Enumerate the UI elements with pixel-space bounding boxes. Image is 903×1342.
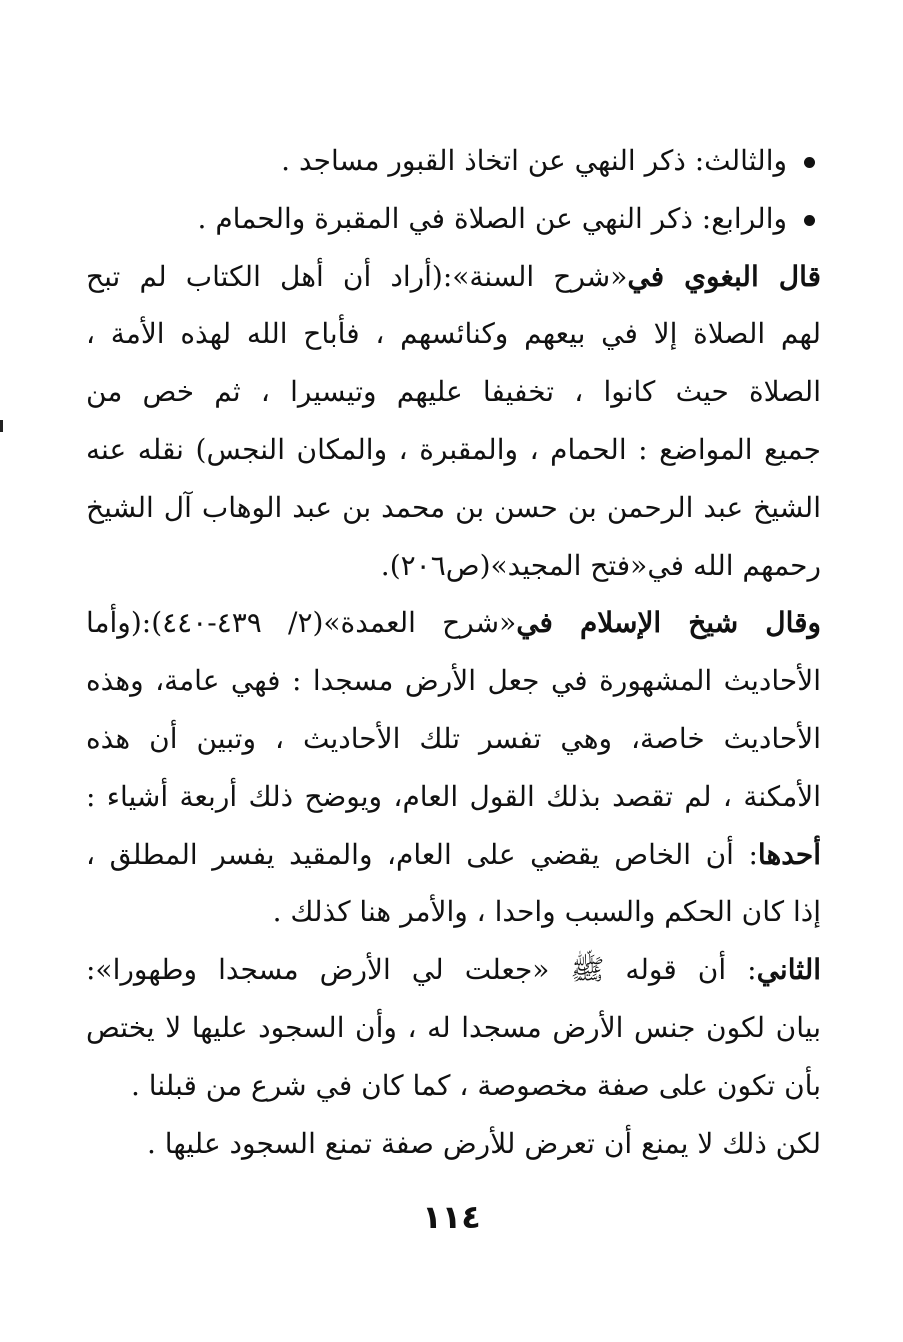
- bullet-dot-icon: [804, 215, 815, 226]
- paragraph-text: «شرح السنة»:(أراد أن أهل الكتاب لم تبح: [86, 259, 628, 293]
- page-number: ١١٤: [422, 1198, 481, 1236]
- paragraph-text: «شرح العمدة»(٢/ ٤٣٩-٤٤٠):(وأما: [86, 606, 517, 640]
- paragraph-line: الصلاة حيث كانوا ، تخفيفا عليهم وتيسيرا ، ثم خص من: [86, 375, 821, 409]
- bullet-text: والرابع: ذكر النهي عن الصلاة في المقبرة والحمام .: [197, 201, 787, 235]
- paragraph-line: بأن تكون على صفة مخصوصة ، كما كان في شرع من قبلنا .: [131, 1068, 821, 1102]
- paragraph-line: الأحاديث خاصة، وهي تفسر تلك الأحاديث ، وتبين أن هذه: [86, 721, 821, 755]
- paragraph-text: : أن الخاص يقضي على العام، والمقيد يفسر المطلق ،: [86, 837, 758, 871]
- scan-edge-mark: [0, 420, 3, 432]
- paragraph-line: لهم الصلاة إلا في بيعهم وكنائسهم ، فأباح الله لهذه الأمة ،: [86, 317, 821, 351]
- bullet-item: [86, 132, 821, 190]
- paragraph-line: بيان لكون جنس الأرض مسجدا له ، وأن السجود عليها لا يختص: [86, 1010, 821, 1044]
- paragraph-line: [86, 826, 821, 884]
- paragraph-lead: قال البغوي في: [627, 259, 821, 293]
- paragraph-line: لكن ذلك لا يمنع أن تعرض للأرض صفة تمنع السجود عليها .: [146, 1126, 821, 1160]
- paragraph-line: الأحاديث المشهورة في جعل الأرض مسجدا : فهي عامة، وهذه: [86, 664, 821, 698]
- paragraph-lead: أحدها: [757, 837, 821, 871]
- paragraph-text: : أن قوله ﷺ «جعلت لي الأرض مسجدا وطهورا»:: [86, 953, 757, 987]
- paragraph-lead: وقال شيخ الإسلام في: [516, 606, 821, 640]
- paragraph-line: رحمهم الله في«فتح المجيد»(ص٢٠٦).: [380, 548, 821, 582]
- bullet-item: [86, 190, 821, 248]
- bullet-text: والثالث: ذكر النهي عن اتخاذ القبور مساجد .: [281, 144, 787, 177]
- paragraph-line: الأمكنة ، لم تقصد بذلك القول العام، ويوضح ذلك أربعة أشياء :: [86, 779, 821, 813]
- bullet-dot-icon: [804, 157, 815, 168]
- paragraph-line: [86, 594, 821, 652]
- paragraph-line: جميع المواضع : الحمام ، والمقبرة ، والمكان النجس) نقله عنه: [86, 432, 821, 466]
- paragraph-line: إذا كان الحكم والسبب واحدا ، والأمر هنا كذلك .: [272, 895, 821, 929]
- paragraph-line: [86, 248, 821, 306]
- paragraph-line: الشيخ عبد الرحمن بن حسن بن محمد بن عبد الوهاب آل الشيخ: [86, 490, 821, 524]
- page-body: [86, 132, 821, 1172]
- paragraph-line: [86, 941, 821, 999]
- paragraph-lead: الثاني: [756, 953, 821, 987]
